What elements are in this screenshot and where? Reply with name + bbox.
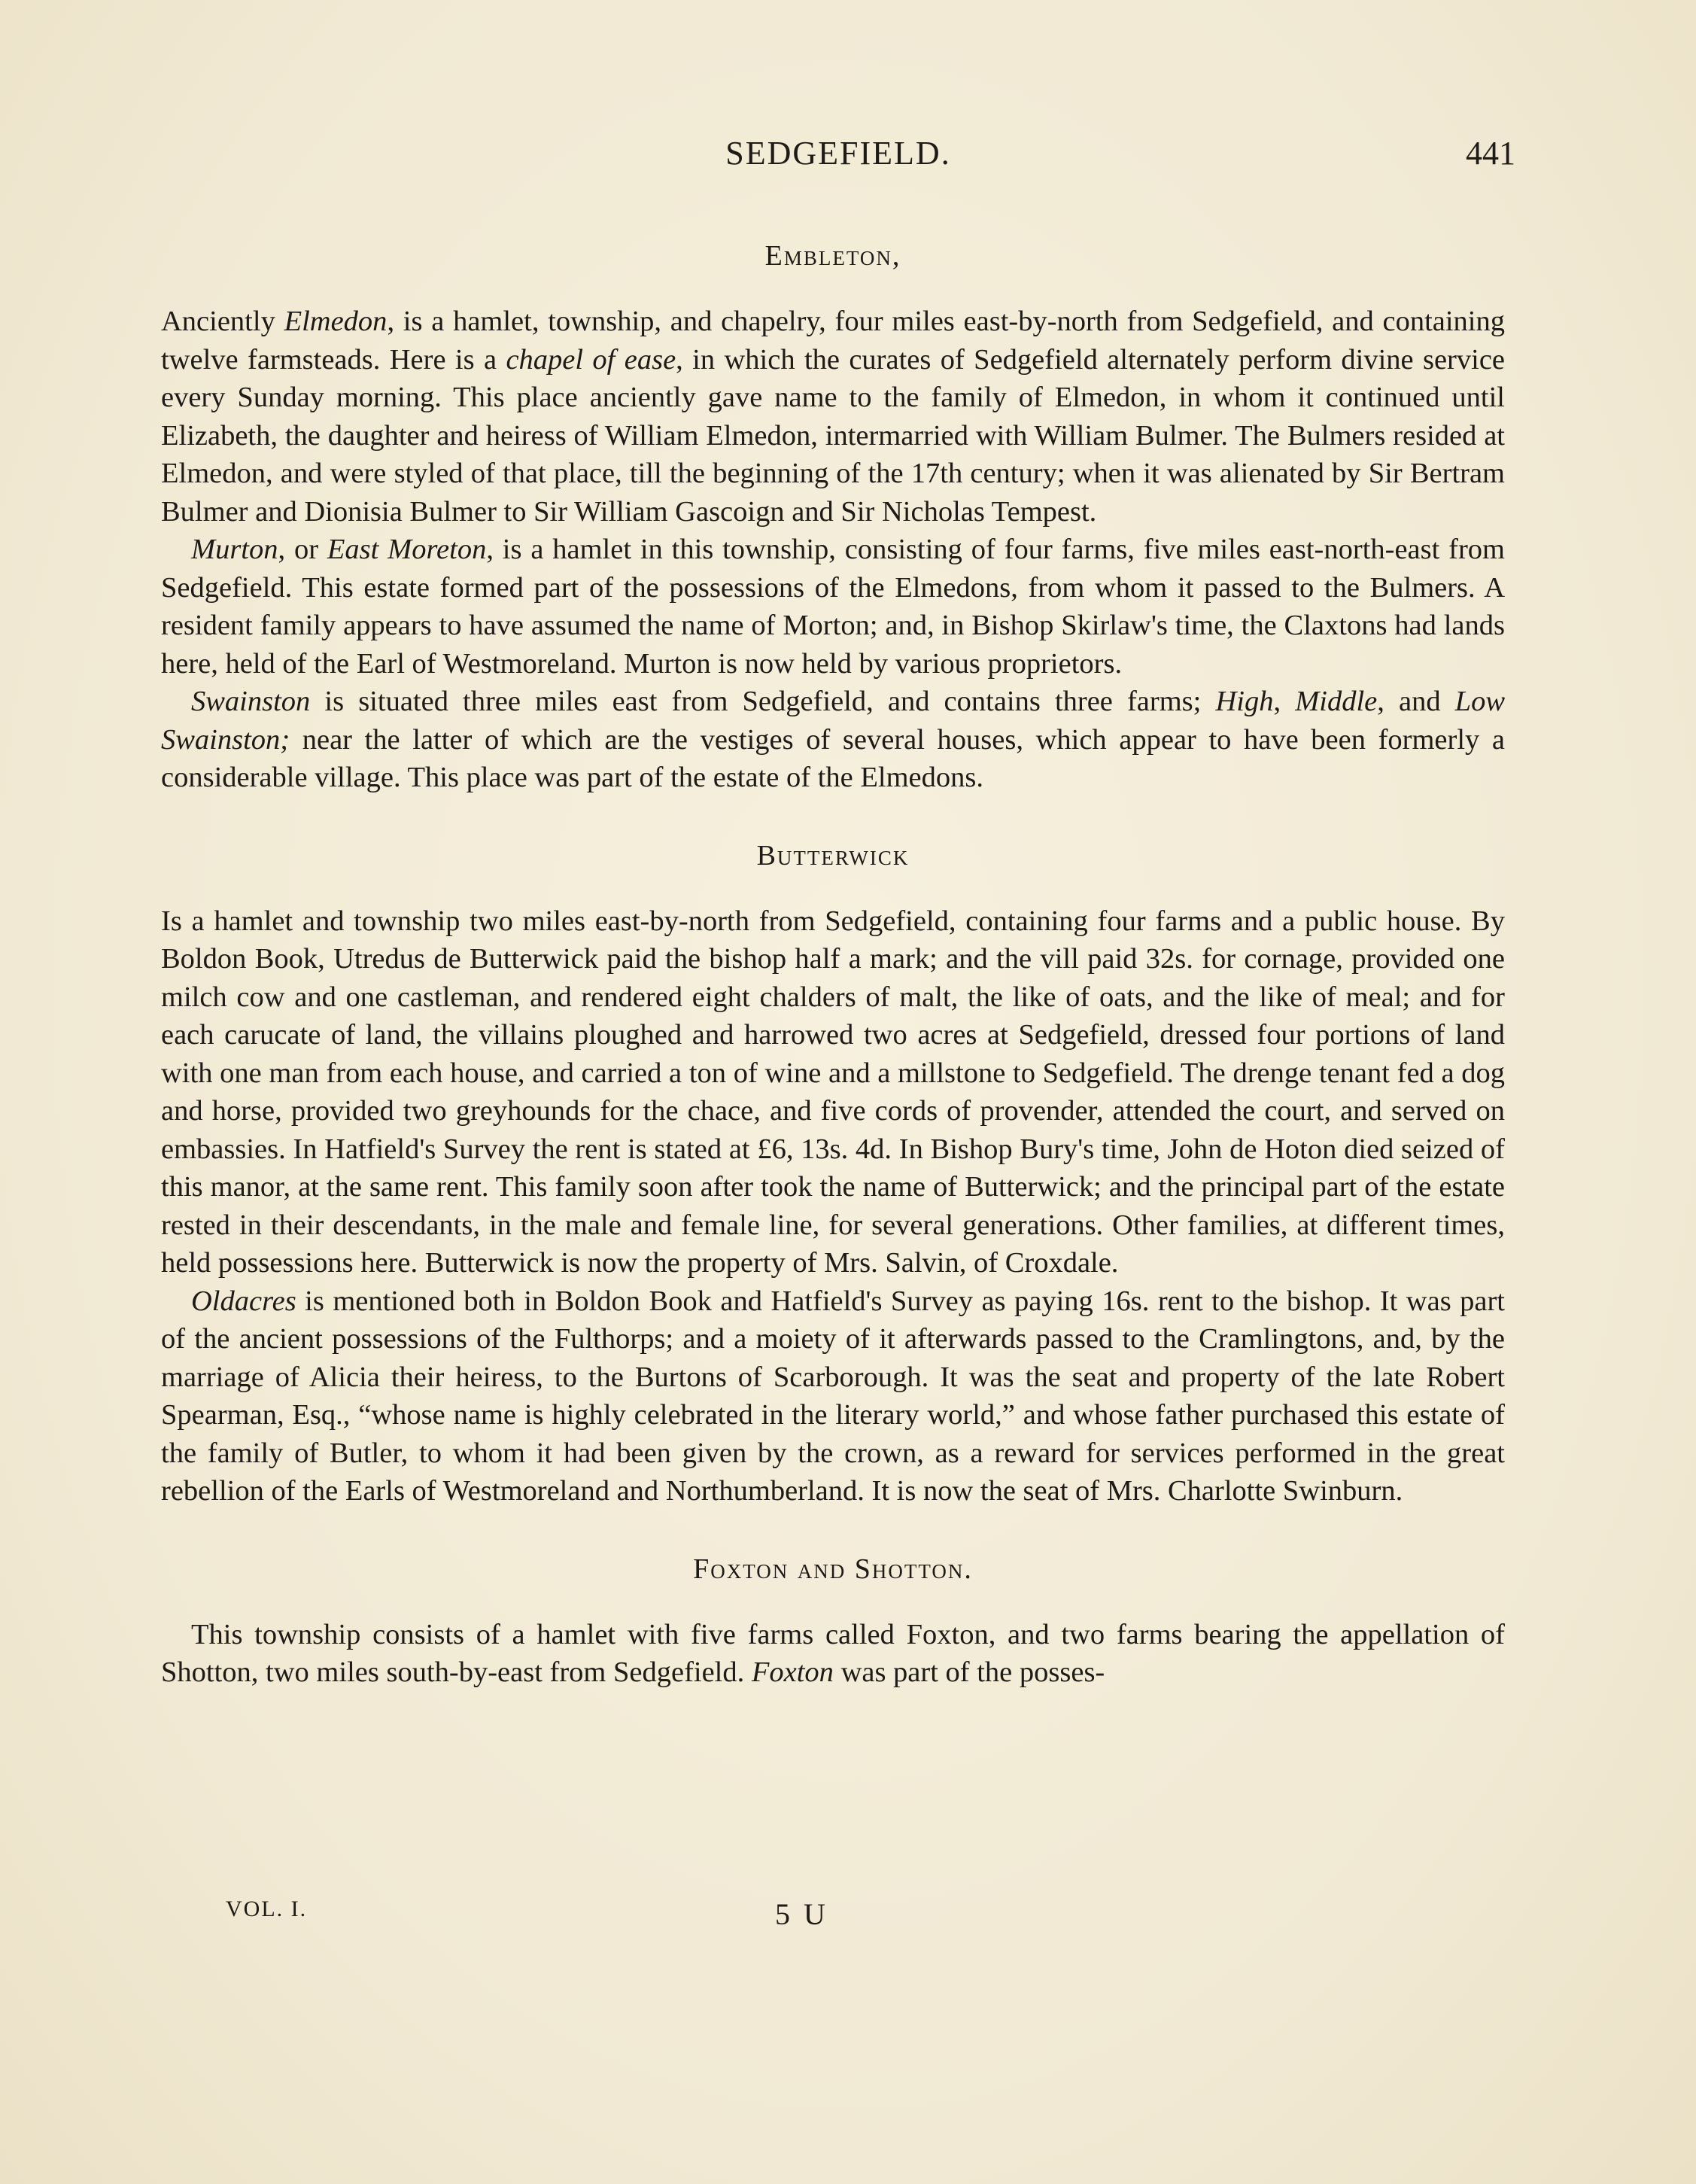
running-title: SEDGEFIELD. [725,135,951,172]
italic-place-name: Low Swainston; [161,686,1506,756]
spacer [161,1586,1505,1616]
section-heading-foxton-shotton: Foxton and Shotton. [693,1553,973,1585]
spacer [161,272,1505,303]
spacer [161,1510,1505,1553]
text-run: near the latter of which are the vestiges of several houses, which appear to have been formerly a considerable village. This place was part of the estate of the Elmedons. [161,723,1505,793]
text-run: This township consists of a hamlet with five farms called Foxton, and two farms bearing the appellation of Shotton, two miles south-by-east from Sedgefield. [161,1618,1505,1688]
italic-place-name: Middle [1295,686,1378,717]
spacer [161,797,1505,839]
paragraph-butterwick: Is a hamlet and township two miles east-by-north from Sedgefield, containing four farms and a public house. By Boldon Book, Utredus de Butterwick paid the bishop half a mark; and the vill paid 32s. for cornage, provided one milch cow and one castleman, and rendered eight chalders of malt, the like of oats, and the like of meal; and for each carucate of land, the villains ploughed and harrowed two acres at Sedgefield, dressed four portions of land with one man from each house, and carried a ton of wine and a millstone to Sedgefield. The drenge tenant fed a dog and horse, provided two greyhounds for the chace, and five cords of provender, attended the court, and served on embassies. In Hatfield's Survey the rent is stated at £6, 13s. 4d. In Bishop Bury's time, John de Hoton died seized of this manor, at the same rent. This family soon after took the name of Butterwick; and the principal part of the estate rested in their descendants, in the male and female line, for several generations. Other families, at different times, held possessions here. Butterwick is now the property of Mrs. Salvin, of Croxdale. [161,905,1505,1279]
text-run: , or [278,534,327,565]
text-run: , [1273,686,1296,717]
italic-place-name: Elmedon [284,306,388,337]
italic-place-name: High [1215,686,1274,717]
section-heading-butterwick: Butterwick [756,839,910,871]
paragraph-swainston [161,683,1505,797]
italic-place-name: Murton [191,534,278,565]
text-run: , is a hamlet in this township, consisting of four farms, five miles east-north-east from Sedgefield. This estate formed part of the possessions of the Elmedons, from whom it passed to the Bulmers. A resident family appears to have assumed the name of Morton; and, in Bishop Skirlaw's time, the Claxtons had lands here, held of the Earl of Westmoreland. Murton is now held by various proprietors. [161,534,1506,680]
paragraph-murton [161,531,1505,683]
running-head [161,134,1515,179]
italic-place-name: Oldacres [191,1285,296,1317]
paragraph-foxton [161,1616,1505,1692]
text-run: Anciently [161,306,284,337]
italic-place-name: Foxton [751,1656,834,1688]
paragraph-embleton-elmedon [161,303,1505,531]
page-number: 441 [1466,135,1515,172]
page-footer [226,1897,1505,1934]
italic-term: chapel of ease [506,343,676,376]
volume-label: VOL. I. [226,1897,308,1921]
text-run: is mentioned both in Boldon Book and Hatfield's Survey as paying 16s. rent to the bishop. It was part of the ancient possessions of the Fulthorps; and a moiety of it afterwards passed to the Cramlingtons, and, by the marriage of Alicia their heiress, to the Burtons of Scarborough. It was the seat and property of the late Robert Spearman, Esq., “whose name is highly celebrated in the literary world,” and whose father purchased this estate of the family of Butler, to whom it had been given by the crown, as a reward for services performed in the great rebellion of the Earls of Westmoreland and Northumberland. It is now the seat of Mrs. Charlotte Swinburn. [161,1285,1505,1507]
text-run: , and [1377,686,1455,717]
text-run: , in which the curates of Sedgefield alternately perform divine service every Sunday morning. This place anciently gave name to the family of Elmedon, in whom it continued until Elizabeth, the daughter and heiress of William Elmedon, intermarried with William Bulmer. The Bulmers resided at Elmedon, and were styled of that place, till the beginning of the 17th century; when it was alienated by Sir Bertram Bulmer and Dionisia Bulmer to Sir William Gascoign and Sir Nicholas Tempest. [161,343,1505,528]
text-block [161,239,1505,1692]
signature-mark: 5 U [775,1897,828,1931]
spacer [161,872,1505,902]
section-heading-embleton: Embleton, [764,240,901,272]
italic-place-name: Swainston [191,686,311,717]
text-run: , is a hamlet, township, and chapelry, four miles east-by-north from Sedgefield, and containing twelve farmsteads. Here is a [161,306,1505,376]
italic-place-name: East Moreton [327,534,487,565]
text-run: was part of the posses- [833,1656,1105,1688]
paragraph-oldacres [161,1282,1505,1510]
text-run: is situated three miles east from Sedgefield, and contains three farms; [310,686,1216,717]
